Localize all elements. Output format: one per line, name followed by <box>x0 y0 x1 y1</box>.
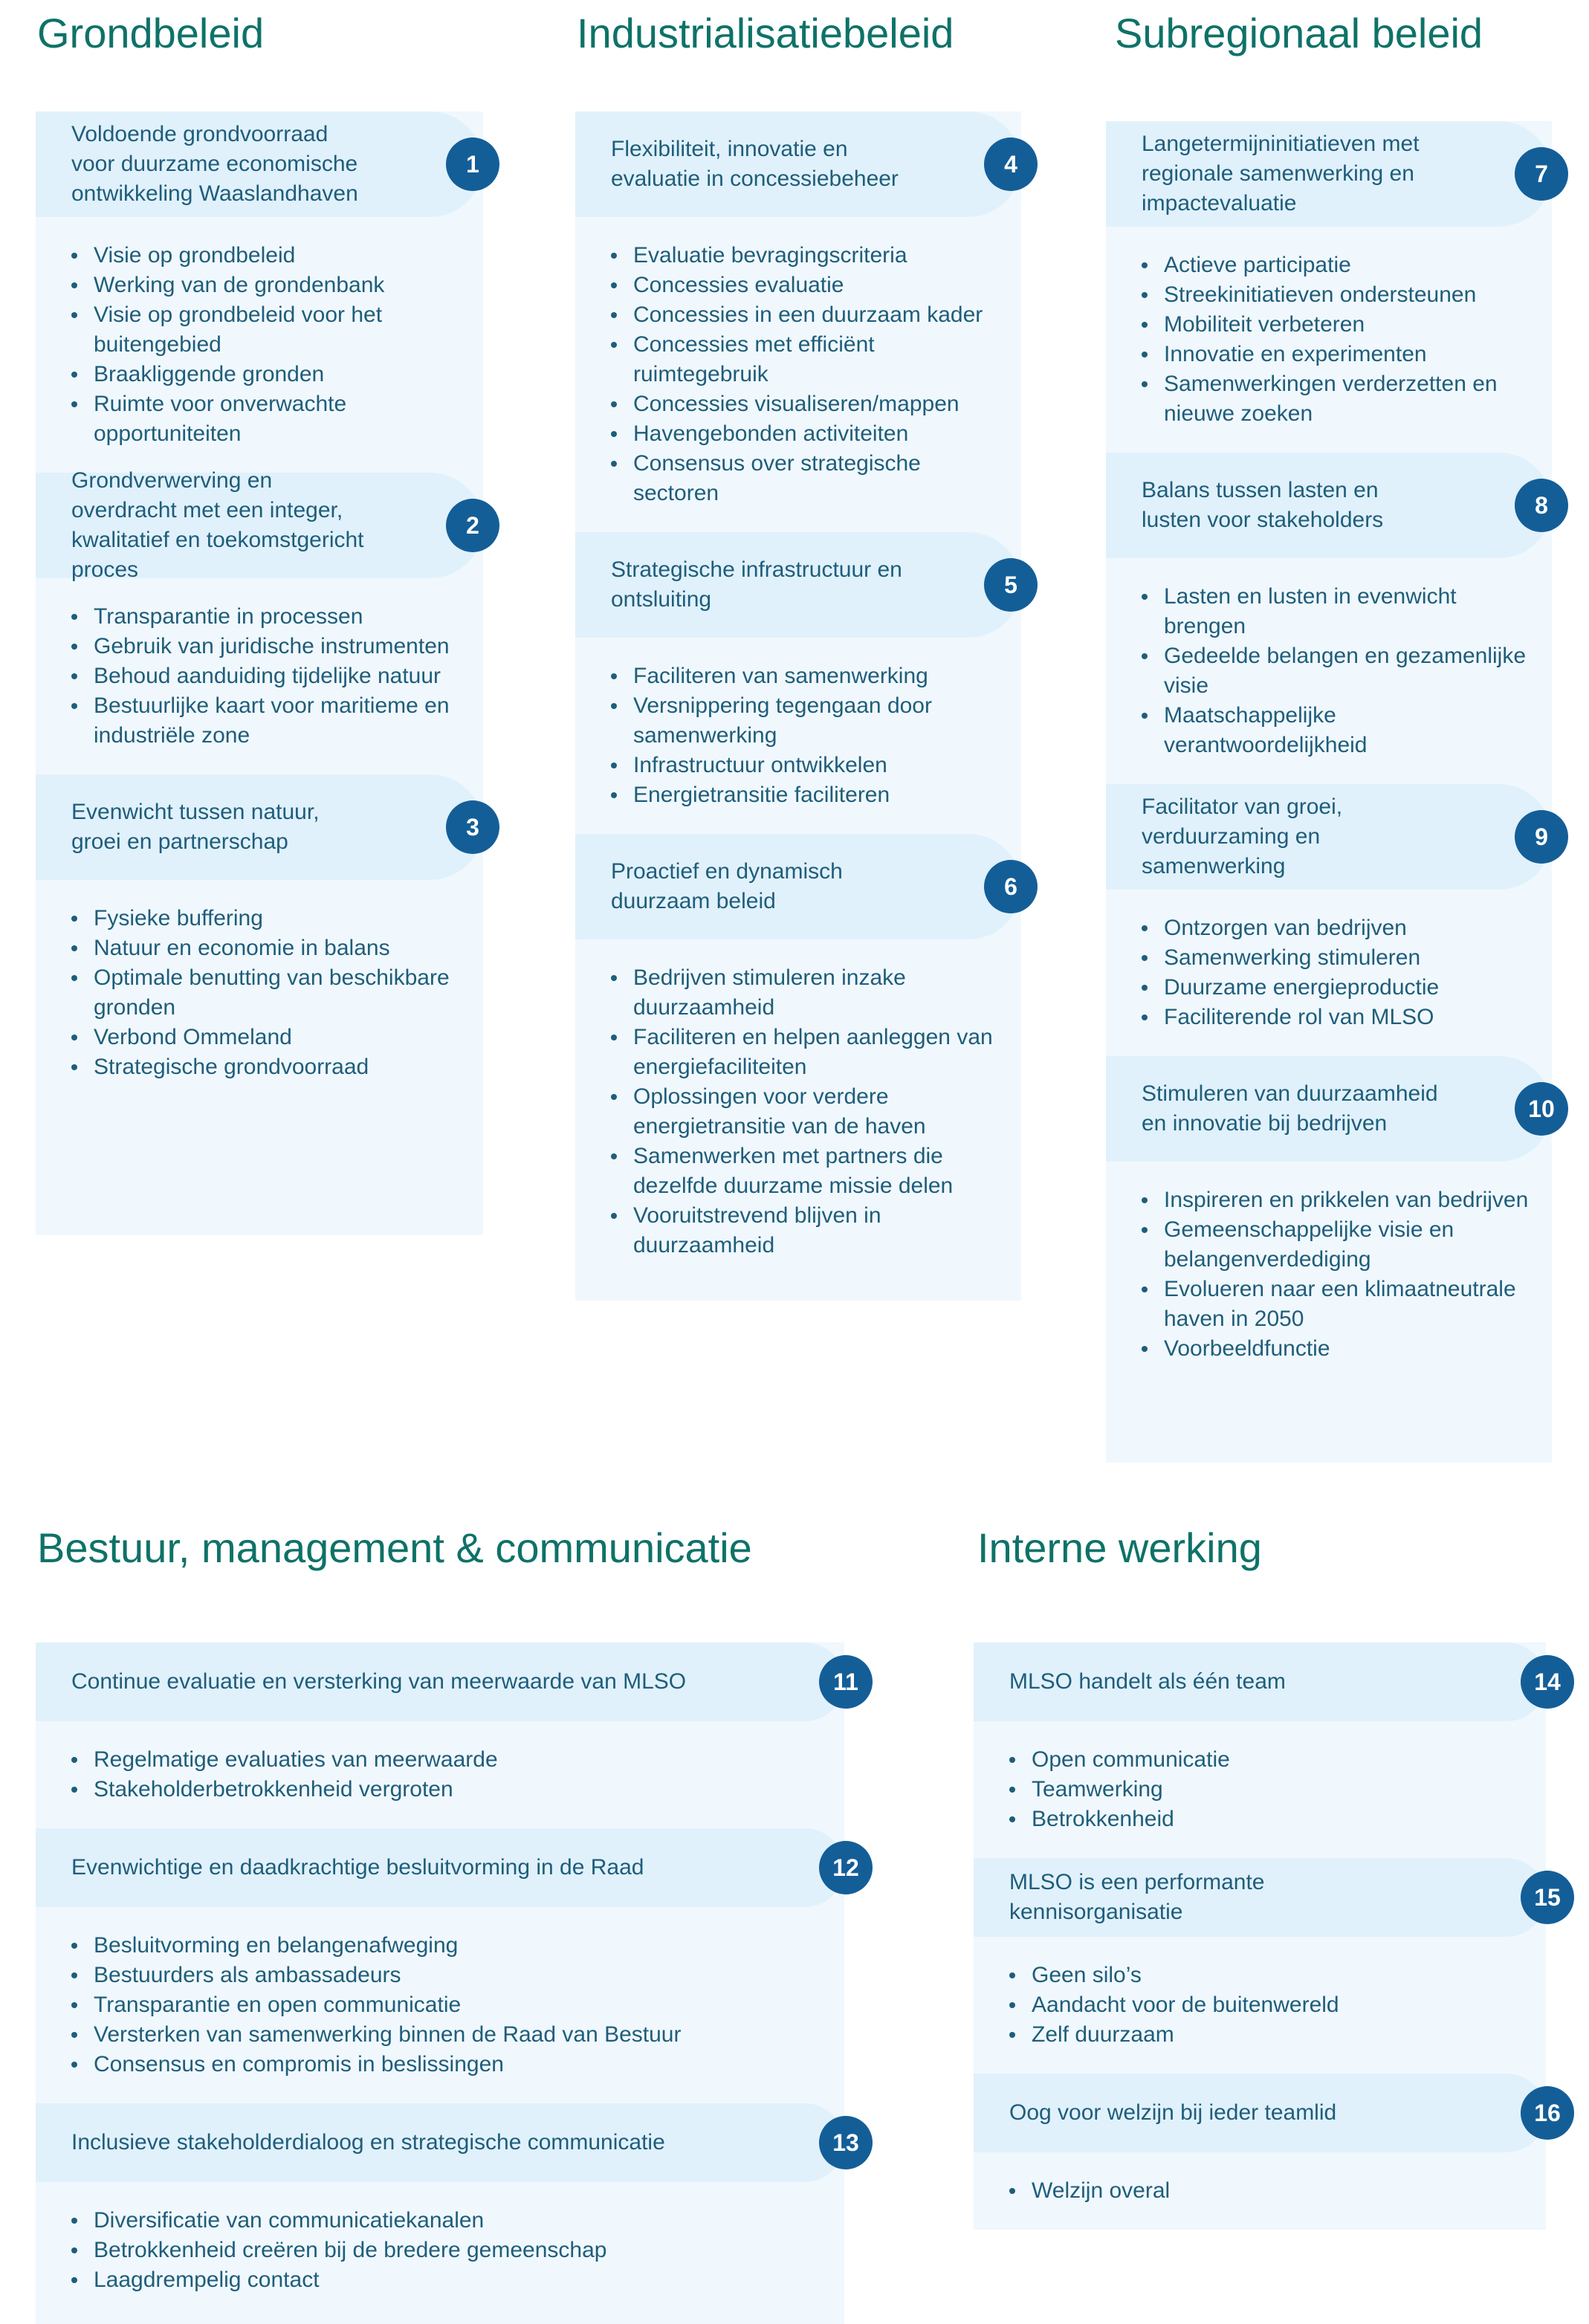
section-title-bestuur-management-communicatie: Bestuur, management & communicatie <box>37 1524 752 1571</box>
section-title-industrialisatiebeleid: Industrialisatiebeleid <box>577 10 954 56</box>
objective-block-15 <box>974 1858 1561 2074</box>
objective-title: Langetermijninitiatieven met regionale samenwerking en impactevaluatie <box>1142 132 1420 216</box>
bullet-werking-van-de-grondenbank: Werking van de grondenbank <box>94 271 468 300</box>
column-bestuur-management-communicatie <box>36 1642 859 2324</box>
bullet-maatschappelijke-verantwoordelijkheid: Maatschappelijke verantwoordelijkheid <box>1164 701 1537 760</box>
bullet-fysieke-buffering: Fysieke buffering <box>94 904 468 933</box>
bullet-havengebonden-activiteiten: Havengebonden activiteiten <box>633 419 1006 449</box>
objective-title: MLSO handelt als één team <box>1009 1669 1286 1694</box>
objective-block-14 <box>974 1642 1561 1858</box>
bullet-ontzorgen-van-bedrijven: Ontzorgen van bedrijven <box>1164 913 1537 943</box>
column-industrialisatiebeleid <box>575 111 1021 1301</box>
objective-number-badge: 15 <box>1521 1871 1574 1924</box>
column-subregionaal-beleid <box>1106 121 1555 1463</box>
objective-bullet-list <box>1106 1162 1552 1388</box>
objective-number-badge: 9 <box>1515 810 1568 864</box>
objective-header <box>36 2103 859 2182</box>
bullet-concessies-evaluatie: Concessies evaluatie <box>633 271 1006 300</box>
objective-block-12 <box>36 1828 859 2103</box>
objective-title: Inclusieve stakeholderdialoog en strategische communicatie <box>71 2130 665 2155</box>
objective-bullet-list <box>1106 890 1552 1056</box>
objective-title: Voldoende grondvoorraad voor duurzame economische ontwikkeling Waaslandhaven <box>71 122 358 206</box>
objective-number-badge: 10 <box>1515 1082 1568 1136</box>
objective-bullet-list <box>974 1937 1546 2074</box>
bullet-versterken-van-samenwerking-binnen-de-raad-van-bestuur: Versterken van samenwerking binnen de Raad van Bestuur <box>94 2020 829 2050</box>
objective-header <box>575 532 1021 638</box>
objective-block-9 <box>1106 784 1552 1056</box>
bullet-strategische-grondvoorraad: Strategische grondvoorraad <box>94 1052 468 1082</box>
objective-block-13 <box>36 2103 859 2319</box>
bullet-gedeelde-belangen-en-gezamenlijke-visie: Gedeelde belangen en gezamenlijke visie <box>1164 641 1537 701</box>
objective-number-badge: 11 <box>819 1655 873 1709</box>
bullet-transparantie-in-processen: Transparantie in processen <box>94 602 468 632</box>
objective-title: Evenwicht tussen natuur, groei en partnerschap <box>71 800 320 854</box>
objective-title: Facilitator van groei, verduurzaming en samenwerking <box>1142 794 1343 878</box>
objective-title: Balans tussen lasten en lusten voor stakeholders <box>1142 478 1384 532</box>
bullet-optimale-benutting-van-beschikbare-gronden: Optimale benutting van beschikbare gronden <box>94 963 468 1023</box>
objective-block-11 <box>36 1642 858 1828</box>
objective-block-16 <box>974 2074 1561 2230</box>
bullet-consensus-over-strategische-sectoren: Consensus over strategische sectoren <box>633 449 1006 508</box>
objective-header <box>36 774 483 880</box>
objective-bullet-list <box>974 1721 1546 1858</box>
objective-title: Strategische infrastructuur en ontsluiting <box>611 557 902 612</box>
section-title-interne-werking: Interne werking <box>977 1524 1262 1571</box>
objective-header <box>974 1858 1561 1937</box>
bullet-streekinitiatieven-ondersteunen: Streekinitiatieven ondersteunen <box>1164 280 1537 310</box>
objective-number-badge: 4 <box>984 137 1038 191</box>
bullet-betrokkenheid: Betrokkenheid <box>1032 1805 1531 1834</box>
bullet-concessies-in-een-duurzaam-kader: Concessies in een duurzaam kader <box>633 300 1006 330</box>
bullet-innovatie-en-experimenten: Innovatie en experimenten <box>1164 340 1537 369</box>
bullet-aandacht-voor-de-buitenwereld: Aandacht voor de buitenwereld <box>1032 1990 1531 2020</box>
objective-header <box>36 1828 859 1907</box>
objective-block-6 <box>575 834 1021 1284</box>
bullet-bedrijven-stimuleren-inzake-duurzaamheid: Bedrijven stimuleren inzake duurzaamheid <box>633 963 1006 1023</box>
objective-title: Continue evaluatie en versterking van meerwaarde van MLSO <box>71 1669 687 1694</box>
objective-title: Oog voor welzijn bij ieder teamlid <box>1009 2100 1337 2125</box>
objective-title: MLSO is een performante kennisorganisatie <box>1009 1870 1265 1924</box>
bullet-vooruitstrevend-blijven-in-duurzaamheid: Vooruitstrevend blijven in duurzaamheid <box>633 1201 1006 1260</box>
bullet-transparantie-en-open-communicatie: Transparantie en open communicatie <box>94 1990 829 2020</box>
bullet-oplossingen-voor-verdere-energietransitie-van-de-haven: Oplossingen voor verdere energietransitie van de haven <box>633 1082 1006 1142</box>
bullet-diversificatie-van-communicatiekanalen: Diversificatie van communicatiekanalen <box>94 2206 829 2236</box>
objective-number-badge: 7 <box>1515 147 1568 201</box>
bullet-duurzame-energieproductie: Duurzame energieproductie <box>1164 973 1537 1003</box>
objective-block-4 <box>575 111 1021 532</box>
objective-number-badge: 12 <box>819 1841 873 1894</box>
bullet-natuur-en-economie-in-balans: Natuur en economie in balans <box>94 933 468 963</box>
objective-block-10 <box>1106 1056 1555 1388</box>
objective-header <box>1106 1056 1555 1162</box>
objective-bullet-list <box>36 2182 844 2319</box>
objective-header <box>1106 784 1552 890</box>
bullet-voorbeeldfunctie: Voorbeeldfunctie <box>1164 1334 1537 1364</box>
objective-bullet-list <box>575 217 1021 532</box>
objective-bullet-list <box>36 880 483 1106</box>
section-title-subregionaal-beleid: Subregionaal beleid <box>1115 10 1483 56</box>
objective-title: Flexibiliteit, innovatie en evaluatie in concessiebeheer <box>611 137 899 191</box>
objective-number-badge: 8 <box>1515 479 1568 532</box>
objective-bullet-list <box>36 1907 844 2103</box>
bullet-consensus-en-compromis-in-beslissingen: Consensus en compromis in beslissingen <box>94 2050 829 2079</box>
bullet-verbond-ommeland: Verbond Ommeland <box>94 1023 468 1052</box>
objective-number-badge: 6 <box>984 860 1038 913</box>
bullet-open-communicatie: Open communicatie <box>1032 1745 1531 1775</box>
objective-header <box>575 111 1021 217</box>
objective-block-3 <box>36 774 483 1106</box>
column-interne-werking <box>974 1642 1561 2230</box>
objective-header <box>36 468 483 582</box>
objective-header <box>575 834 1021 939</box>
objective-number-badge: 2 <box>446 499 499 552</box>
objective-block-5 <box>575 532 1021 834</box>
bullet-braakliggende-gronden: Braakliggende gronden <box>94 360 468 389</box>
objective-number-badge: 1 <box>446 137 499 191</box>
objective-number-badge: 3 <box>446 800 499 854</box>
objective-number-badge: 14 <box>1521 1655 1574 1709</box>
objective-number-badge: 5 <box>984 558 1038 612</box>
objective-title: Stimuleren van duurzaamheid en innovatie bij bedrijven <box>1142 1081 1438 1136</box>
bullet-bestuurlijke-kaart-voor-maritieme-en-industriele-zone: Bestuurlijke kaart voor maritieme en industriële zone <box>94 691 468 751</box>
bullet-faciliteren-van-samenwerking: Faciliteren van samenwerking <box>633 661 1006 691</box>
objective-title: Grondverwerving en overdracht met een integer, kwalitatief en toekomstgericht proces <box>71 468 364 582</box>
objective-bullet-list <box>575 939 1021 1284</box>
bullet-besluitvorming-en-belangenafweging: Besluitvorming en belangenafweging <box>94 1931 829 1961</box>
bullet-inspireren-en-prikkelen-van-bedrijven: Inspireren en prikkelen van bedrijven <box>1164 1185 1537 1215</box>
objective-bullet-list <box>36 217 483 473</box>
bullet-geen-silo-s: Geen silo’s <box>1032 1961 1531 1990</box>
bullet-versnippering-tegengaan-door-samenwerking: Versnippering tegengaan door samenwerking <box>633 691 1006 751</box>
objective-block-7 <box>1106 121 1552 453</box>
bullet-bestuurders-als-ambassadeurs: Bestuurders als ambassadeurs <box>94 1961 829 1990</box>
bullet-visie-op-grondbeleid: Visie op grondbeleid <box>94 241 468 271</box>
bullet-welzijn-overal: Welzijn overal <box>1032 2176 1531 2206</box>
bullet-regelmatige-evaluaties-van-meerwaarde: Regelmatige evaluaties van meerwaarde <box>94 1745 829 1775</box>
bullet-ruimte-voor-onverwachte-opportuniteiten: Ruimte voor onverwachte opportuniteiten <box>94 389 468 449</box>
bullet-stakeholderbetrokkenheid-vergroten: Stakeholderbetrokkenheid vergroten <box>94 1775 829 1805</box>
bullet-zelf-duurzaam: Zelf duurzaam <box>1032 2020 1531 2050</box>
bullet-concessies-visualiseren-mappen: Concessies visualiseren/mappen <box>633 389 1006 419</box>
bullet-energietransitie-faciliteren: Energietransitie faciliteren <box>633 780 1006 810</box>
bullet-behoud-aanduiding-tijdelijke-natuur: Behoud aanduiding tijdelijke natuur <box>94 661 468 691</box>
objective-number-badge: 13 <box>819 2116 873 2169</box>
objective-header <box>974 1642 1561 1721</box>
column-grondbeleid <box>36 111 483 1235</box>
objective-header <box>36 111 483 217</box>
bullet-samenwerkingen-verderzetten-en-nieuwe-zoeken: Samenwerkingen verderzetten en nieuwe zoeken <box>1164 369 1537 429</box>
bullet-evaluatie-bevragingscriteria: Evaluatie bevragingscriteria <box>633 241 1006 271</box>
objective-bullet-list <box>1106 558 1552 784</box>
objective-block-8 <box>1106 453 1552 784</box>
objective-title: Proactief en dynamisch duurzaam beleid <box>611 859 843 913</box>
objective-block-1 <box>36 111 483 473</box>
bullet-faciliteren-en-helpen-aanleggen-van-energiefaciliteiten: Faciliteren en helpen aanleggen van energiefaciliteiten <box>633 1023 1006 1082</box>
objective-title: Evenwichtige en daadkrachtige besluitvorming in de Raad <box>71 1855 644 1880</box>
bullet-laagdrempelig-contact: Laagdrempelig contact <box>94 2265 829 2295</box>
objective-bullet-list <box>1106 227 1552 453</box>
objective-header <box>1106 121 1552 227</box>
objective-bullet-list <box>36 1721 844 1828</box>
bullet-faciliterende-rol-van-mlso: Faciliterende rol van MLSO <box>1164 1003 1537 1032</box>
bullet-evolueren-naar-een-klimaatneutrale-haven-in-2050: Evolueren naar een klimaatneutrale haven in 2050 <box>1164 1275 1537 1334</box>
bullet-gebruik-van-juridische-instrumenten: Gebruik van juridische instrumenten <box>94 632 468 661</box>
bullet-concessies-met-efficient-ruimtegebruik: Concessies met efficiënt ruimtegebruik <box>633 330 1006 389</box>
bullet-samenwerking-stimuleren: Samenwerking stimuleren <box>1164 943 1537 973</box>
objective-bullet-list <box>575 638 1021 834</box>
objective-header <box>974 2074 1561 2152</box>
section-title-grondbeleid: Grondbeleid <box>37 10 265 56</box>
bullet-betrokkenheid-creeren-bij-de-bredere-gemeenschap: Betrokkenheid creëren bij de bredere gemeenschap <box>94 2236 829 2265</box>
objective-bullet-list <box>974 2152 1546 2230</box>
bullet-visie-op-grondbeleid-voor-het-buitengebied: Visie op grondbeleid voor het buitengebied <box>94 300 468 360</box>
bullet-teamwerking: Teamwerking <box>1032 1775 1531 1805</box>
bullet-infrastructuur-ontwikkelen: Infrastructuur ontwikkelen <box>633 751 1006 780</box>
bullet-actieve-participatie: Actieve participatie <box>1164 250 1537 280</box>
objective-header <box>36 1642 858 1721</box>
objective-block-2 <box>36 468 483 774</box>
objective-bullet-list <box>36 578 483 774</box>
bullet-gemeenschappelijke-visie-en-belangenverdediging: Gemeenschappelijke visie en belangenverdediging <box>1164 1215 1537 1275</box>
bullet-lasten-en-lusten-in-evenwicht-brengen: Lasten en lusten in evenwicht brengen <box>1164 582 1537 641</box>
objective-number-badge: 16 <box>1521 2086 1574 2140</box>
bullet-mobiliteit-verbeteren: Mobiliteit verbeteren <box>1164 310 1537 340</box>
objective-header <box>1106 453 1552 558</box>
bullet-samenwerken-met-partners-die-dezelfde-duurzame-missie-delen: Samenwerken met partners die dezelfde duurzame missie delen <box>633 1142 1006 1201</box>
